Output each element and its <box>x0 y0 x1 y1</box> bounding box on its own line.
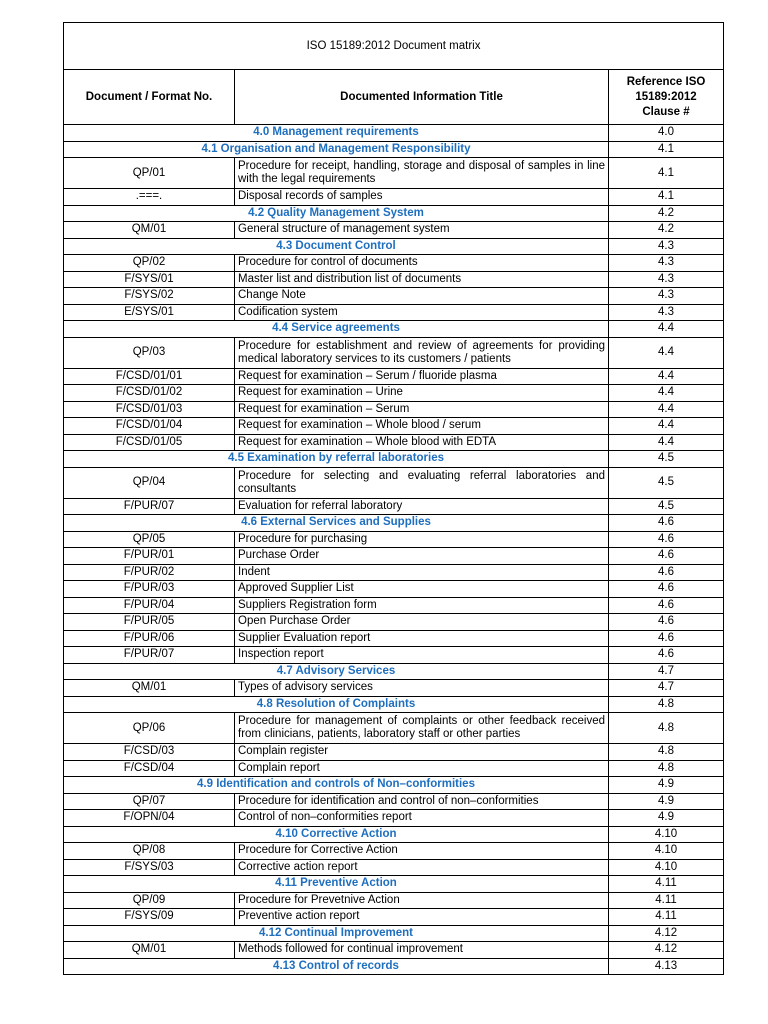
document-title-cell: Complain register <box>235 744 609 761</box>
document-title-cell: Change Note <box>235 288 609 305</box>
matrix-body <box>64 125 724 975</box>
clause-cell: 4.12 <box>609 925 724 942</box>
section-title: 4.13 Control of records <box>64 958 609 975</box>
document-title-cell: Request for examination – Serum / fluoride plasma <box>235 368 609 385</box>
table-row <box>64 368 724 385</box>
document-number-cell: F/PUR/06 <box>64 630 235 647</box>
clause-cell: 4.3 <box>609 255 724 272</box>
table-row <box>64 614 724 631</box>
document-title-cell: Request for examination – Whole blood with EDTA <box>235 434 609 451</box>
clause-cell: 4.10 <box>609 826 724 843</box>
document-title-cell: Indent <box>235 564 609 581</box>
document-title-cell: Inspection report <box>235 647 609 664</box>
clause-cell: 4.9 <box>609 810 724 827</box>
section-title: 4.5 Examination by referral laboratories <box>64 451 609 468</box>
document-number-cell: F/CSD/01/01 <box>64 368 235 385</box>
clause-cell: 4.12 <box>609 942 724 959</box>
document-number-cell: F/CSD/01/05 <box>64 434 235 451</box>
document-title: ISO 15189:2012 Document matrix <box>64 23 724 70</box>
table-row <box>64 467 724 498</box>
section-row <box>64 663 724 680</box>
section-row <box>64 696 724 713</box>
table-row <box>64 189 724 206</box>
table-row <box>64 564 724 581</box>
section-row <box>64 777 724 794</box>
document-number-cell: E/SYS/01 <box>64 304 235 321</box>
clause-cell: 4.8 <box>609 744 724 761</box>
clause-cell: 4.3 <box>609 271 724 288</box>
table-row <box>64 859 724 876</box>
section-title: 4.11 Preventive Action <box>64 876 609 893</box>
section-title: 4.8 Resolution of Complaints <box>64 696 609 713</box>
clause-cell: 4.7 <box>609 680 724 697</box>
clause-cell: 4.6 <box>609 597 724 614</box>
title-row <box>64 23 724 70</box>
table-row <box>64 255 724 272</box>
document-title-cell: Request for examination – Serum <box>235 401 609 418</box>
table-row <box>64 548 724 565</box>
table-row <box>64 304 724 321</box>
clause-cell: 4.3 <box>609 238 724 255</box>
table-row <box>64 680 724 697</box>
clause-cell: 4.13 <box>609 958 724 975</box>
document-number-cell: QM/01 <box>64 942 235 959</box>
clause-cell: 4.3 <box>609 288 724 305</box>
clause-cell: 4.8 <box>609 696 724 713</box>
section-title: 4.10 Corrective Action <box>64 826 609 843</box>
document-title-cell: Types of advisory services <box>235 680 609 697</box>
clause-cell: 4.6 <box>609 614 724 631</box>
document-number-cell: F/SYS/01 <box>64 271 235 288</box>
document-title-cell: Complain report <box>235 760 609 777</box>
clause-cell: 4.4 <box>609 368 724 385</box>
document-number-cell: F/CSD/01/03 <box>64 401 235 418</box>
section-row <box>64 958 724 975</box>
document-number-cell: F/SYS/09 <box>64 909 235 926</box>
document-number-cell: QP/08 <box>64 843 235 860</box>
document-title-cell: Procedure for Prevetnive Action <box>235 892 609 909</box>
table-row <box>64 843 724 860</box>
document-number-cell: F/PUR/04 <box>64 597 235 614</box>
section-title: 4.2 Quality Management System <box>64 205 609 222</box>
document-title-cell: Procedure for Corrective Action <box>235 843 609 860</box>
table-row <box>64 810 724 827</box>
document-number-cell: QP/07 <box>64 793 235 810</box>
document-number-cell: F/SYS/02 <box>64 288 235 305</box>
section-row <box>64 238 724 255</box>
document-title-cell: Request for examination – Urine <box>235 385 609 402</box>
clause-cell: 4.4 <box>609 321 724 338</box>
clause-cell: 4.8 <box>609 760 724 777</box>
section-row <box>64 826 724 843</box>
document-title-cell: Request for examination – Whole blood / serum <box>235 418 609 435</box>
clause-cell: 4.9 <box>609 777 724 794</box>
document-number-cell: QP/09 <box>64 892 235 909</box>
document-number-cell: QP/01 <box>64 158 235 189</box>
clause-cell: 4.1 <box>609 189 724 206</box>
table-row <box>64 892 724 909</box>
clause-cell: 4.6 <box>609 515 724 532</box>
table-row <box>64 418 724 435</box>
table-row <box>64 909 724 926</box>
document-number-cell: F/CSD/01/04 <box>64 418 235 435</box>
clause-cell: 4.10 <box>609 859 724 876</box>
section-title: 4.12 Continual Improvement <box>64 925 609 942</box>
header-documented-information-title: Documented Information Title <box>235 70 609 125</box>
clause-cell: 4.11 <box>609 892 724 909</box>
document-matrix-table <box>63 22 724 975</box>
clause-cell: 4.6 <box>609 548 724 565</box>
section-title: 4.6 External Services and Supplies <box>64 515 609 532</box>
table-row <box>64 385 724 402</box>
table-row <box>64 760 724 777</box>
section-row <box>64 125 724 142</box>
clause-cell: 4.0 <box>609 125 724 142</box>
document-number-cell: F/CSD/01/02 <box>64 385 235 402</box>
clause-cell: 4.1 <box>609 158 724 189</box>
section-title: 4.0 Management requirements <box>64 125 609 142</box>
table-row <box>64 288 724 305</box>
table-row <box>64 401 724 418</box>
table-row <box>64 158 724 189</box>
document-number-cell: QM/01 <box>64 222 235 239</box>
document-title-cell: Procedure for management of complaints or other feedback received from clinicians, patients, laboratory staff or other parties <box>235 713 609 744</box>
table-row <box>64 597 724 614</box>
document-number-cell: QP/03 <box>64 337 235 368</box>
clause-cell: 4.5 <box>609 498 724 515</box>
table-row <box>64 271 724 288</box>
document-title-cell: Procedure for receipt, handling, storage and disposal of samples in line with the legal requirements <box>235 158 609 189</box>
document-number-cell: F/PUR/01 <box>64 548 235 565</box>
document-number-cell: QP/06 <box>64 713 235 744</box>
section-title: 4.7 Advisory Services <box>64 663 609 680</box>
clause-cell: 4.4 <box>609 434 724 451</box>
document-title-cell: Supplier Evaluation report <box>235 630 609 647</box>
header-clause-line2: 15189:2012 <box>635 90 697 103</box>
document-number-cell: F/CSD/04 <box>64 760 235 777</box>
table-row <box>64 630 724 647</box>
section-title: 4.3 Document Control <box>64 238 609 255</box>
clause-cell: 4.5 <box>609 467 724 498</box>
clause-cell: 4.6 <box>609 647 724 664</box>
document-number-cell: QP/04 <box>64 467 235 498</box>
document-title-cell: Methods followed for continual improvement <box>235 942 609 959</box>
header-document-format-no: Document / Format No. <box>64 70 235 125</box>
section-row <box>64 451 724 468</box>
document-title-cell: Preventive action report <box>235 909 609 926</box>
clause-cell: 4.8 <box>609 713 724 744</box>
clause-cell: 4.2 <box>609 205 724 222</box>
table-row <box>64 942 724 959</box>
document-number-cell: F/PUR/02 <box>64 564 235 581</box>
document-title-cell: Corrective action report <box>235 859 609 876</box>
section-title: 4.9 Identification and controls of Non–conformities <box>64 777 609 794</box>
document-number-cell: QP/02 <box>64 255 235 272</box>
document-number-cell: F/OPN/04 <box>64 810 235 827</box>
clause-cell: 4.11 <box>609 909 724 926</box>
section-row <box>64 925 724 942</box>
table-row <box>64 337 724 368</box>
document-number-cell: QP/05 <box>64 531 235 548</box>
table-row <box>64 713 724 744</box>
document-title-cell: Master list and distribution list of documents <box>235 271 609 288</box>
document-title-cell: General structure of management system <box>235 222 609 239</box>
section-row <box>64 515 724 532</box>
document-number-cell: QM/01 <box>64 680 235 697</box>
clause-cell: 4.11 <box>609 876 724 893</box>
section-row <box>64 141 724 158</box>
section-row <box>64 205 724 222</box>
document-title-cell: Disposal records of samples <box>235 189 609 206</box>
header-clause-line1: Reference ISO <box>626 75 706 88</box>
document-number-cell: F/PUR/07 <box>64 647 235 664</box>
clause-cell: 4.4 <box>609 418 724 435</box>
document-title-cell: Evaluation for referral laboratory <box>235 498 609 515</box>
document-title-cell: Procedure for establishment and review of agreements for providing medical laboratory services to its customers / patients <box>235 337 609 368</box>
table-row <box>64 498 724 515</box>
section-title: 4.4 Service agreements <box>64 321 609 338</box>
document-number-cell: F/CSD/03 <box>64 744 235 761</box>
section-row <box>64 876 724 893</box>
document-title-cell: Open Purchase Order <box>235 614 609 631</box>
clause-cell: 4.5 <box>609 451 724 468</box>
document-title-cell: Purchase Order <box>235 548 609 565</box>
document-number-cell: F/PUR/05 <box>64 614 235 631</box>
clause-cell: 4.6 <box>609 630 724 647</box>
clause-cell: 4.10 <box>609 843 724 860</box>
table-row <box>64 744 724 761</box>
clause-cell: 4.1 <box>609 141 724 158</box>
document-number-cell: F/PUR/07 <box>64 498 235 515</box>
document-number-cell: F/PUR/03 <box>64 581 235 598</box>
clause-cell: 4.6 <box>609 564 724 581</box>
section-title: 4.1 Organisation and Management Responsibility <box>64 141 609 158</box>
document-number-cell: .===. <box>64 189 235 206</box>
document-title-cell: Procedure for control of documents <box>235 255 609 272</box>
section-row <box>64 321 724 338</box>
header-clause-line3: Clause # <box>642 105 690 118</box>
clause-cell: 4.4 <box>609 337 724 368</box>
clause-cell: 4.4 <box>609 401 724 418</box>
clause-cell: 4.6 <box>609 531 724 548</box>
table-row <box>64 434 724 451</box>
table-row <box>64 793 724 810</box>
clause-cell: 4.6 <box>609 581 724 598</box>
header-reference-clause <box>609 70 724 125</box>
table-row <box>64 647 724 664</box>
table-row <box>64 222 724 239</box>
header-row <box>64 70 724 125</box>
clause-cell: 4.7 <box>609 663 724 680</box>
clause-cell: 4.9 <box>609 793 724 810</box>
document-title-cell: Procedure for purchasing <box>235 531 609 548</box>
document-title-cell: Control of non–conformities report <box>235 810 609 827</box>
clause-cell: 4.2 <box>609 222 724 239</box>
table-row <box>64 531 724 548</box>
document-title-cell: Procedure for selecting and evaluating referral laboratories and consultants <box>235 467 609 498</box>
clause-cell: 4.4 <box>609 385 724 402</box>
document-title-cell: Approved Supplier List <box>235 581 609 598</box>
document-title-cell: Codification system <box>235 304 609 321</box>
document-title-cell: Procedure for identification and control of non–conformities <box>235 793 609 810</box>
table-row <box>64 581 724 598</box>
document-title-cell: Suppliers Registration form <box>235 597 609 614</box>
document-number-cell: F/SYS/03 <box>64 859 235 876</box>
clause-cell: 4.3 <box>609 304 724 321</box>
